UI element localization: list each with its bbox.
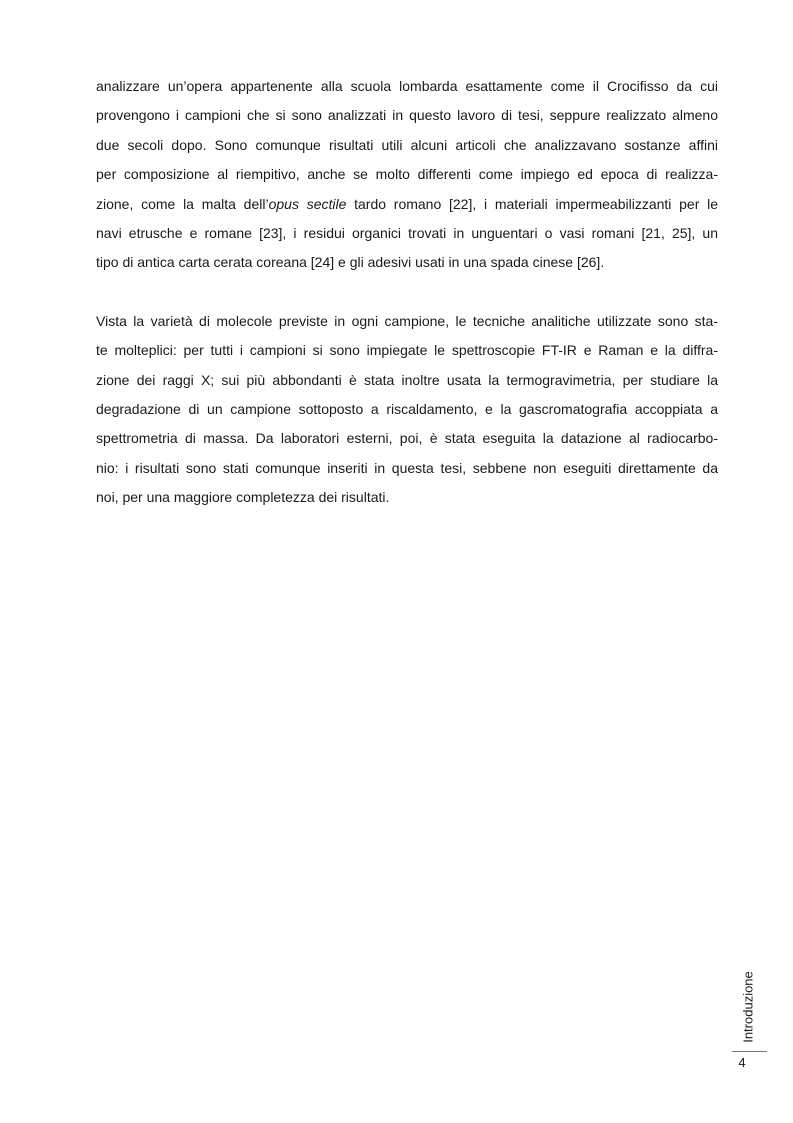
italic-term: opus sectile: [268, 195, 347, 212]
body-text: [96, 72, 718, 513]
text-line: due secoli dopo. Sono comunque risultati utili alcuni articoli che analizzavano sostanze affini: [96, 136, 718, 153]
text-line: degradazione di un campione sottoposto a riscaldamento, e la gascromatografia accoppiata a: [96, 401, 718, 418]
text-line: Vista la varietà di molecole previste in ogni campione, le tecniche analitiche utilizzate sono sta-: [96, 312, 718, 329]
text-line: [96, 190, 718, 219]
text-run: zione, come la malta dell’: [96, 195, 269, 212]
text-line: analizzare un’opera appartenente alla scuola lombarda esattamente come il Crocifisso da cui: [96, 78, 718, 94]
text-line: tipo di antica carta cerata coreana [24] e gli adesivi usati in una spada cinese [26].: [96, 254, 605, 271]
text-line: per composizione al riempitivo, anche se molto differenti come impiego ed epoca di realizza-: [96, 166, 718, 183]
text-line: noi, per una maggiore completezza dei risultati.: [96, 489, 390, 506]
section-label: [738, 966, 758, 1048]
text-line: te molteplici: per tutti i campioni si sono impiegate le spettroscopie FT-IR e Raman e la diffra-: [96, 342, 718, 359]
footer-divider: [732, 1051, 767, 1052]
text-line: nio: i risultati sono stati comunque inseriti in questa tesi, sebbene non eseguiti direttamente da: [96, 459, 718, 476]
text-line: navi etrusche e romane [23], i residui organici trovati in unguentari o vasi romani [21, 25], un: [96, 225, 718, 242]
paragraph-1: [96, 72, 718, 278]
page-number: 4: [738, 1055, 746, 1070]
section-label-text: Introduzione: [740, 971, 756, 1043]
paragraph-2: [96, 307, 718, 513]
text-run: tardo romano [22], i materiali impermeabilizzanti per le: [346, 195, 718, 212]
text-line: provengono i campioni che si sono analizzati in questo lavoro di tesi, seppure realizzato almeno: [96, 107, 718, 124]
text-line: zione dei raggi X; sui più abbondanti è stata inoltre usata la termogravimetria, per studiare la: [96, 371, 718, 388]
text-line: spettrometria di massa. Da laboratori esterni, poi, è stata eseguita la datazione al radiocarbo-: [96, 430, 718, 447]
